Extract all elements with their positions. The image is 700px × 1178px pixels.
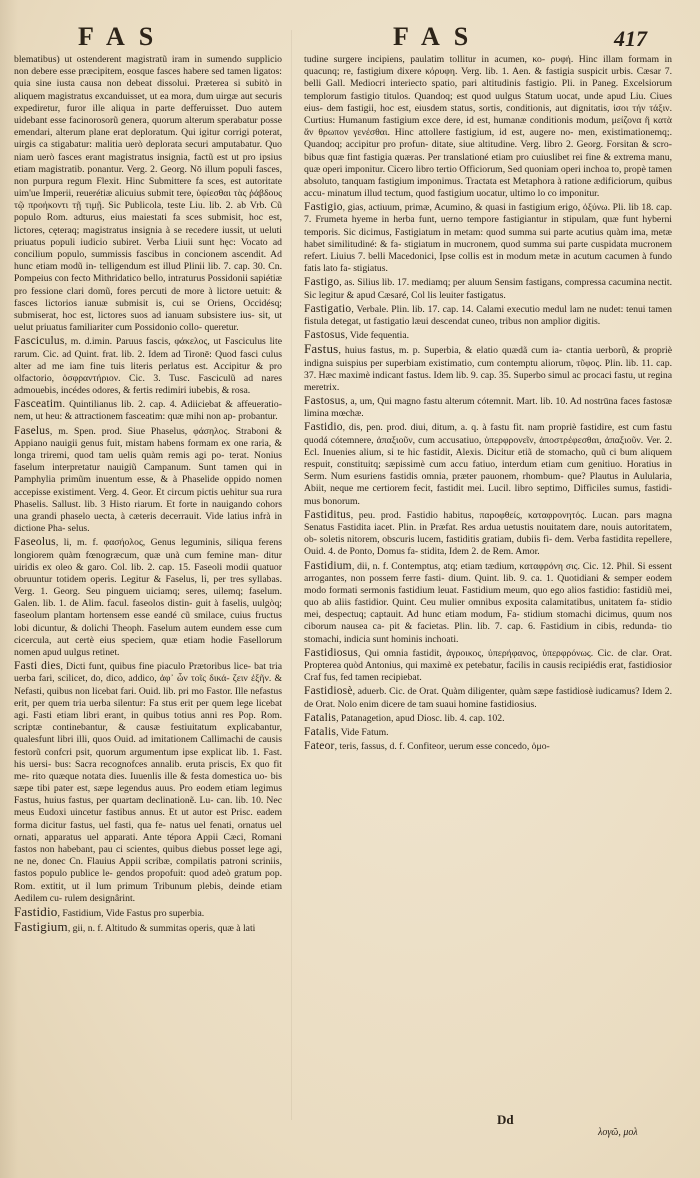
dictionary-entry (304, 276, 672, 301)
entry-headword: Fatalis (304, 725, 337, 738)
dictionary-entry (304, 303, 672, 328)
entry-headword: Fateor (304, 740, 335, 753)
dictionary-entry (304, 740, 672, 753)
entry-text: , Qui omnia fastidit, ἀγροικος, ὑπερήφανος, ὑπερφρόνως. Cic. de clar. Orat. Propterea quòd Antonius, qui maximè ex petebatur, facilis in causis recipiédis erat, fastidiosior Craf fus, fed tamen recipiebat. (304, 647, 672, 684)
entry-headword: Fasciculus (14, 335, 65, 348)
entry-text: . Quintilianus lib. 2. cap. 4. Adiiciebat & affeueratio- nem, ut heu: & attractionem fasceatim: quæ mihi non ap- probantur. (14, 399, 282, 423)
entry-text: , Vide fequentia. (345, 330, 410, 342)
entry-text: , gii, n. f. Altitudo & summitas operis, quæ à lati (67, 923, 256, 935)
left-column (14, 52, 282, 1112)
entry-headword: Fastidium (304, 559, 352, 572)
entry-headword: Fastigo (304, 276, 340, 289)
dictionary-entry (14, 903, 282, 920)
entry-text: , teris, fassus, d. f. Confiteor, uerum esse concedo, ὁμο- (334, 741, 550, 753)
entry-text: , Fastidium, Vide Fastus pro superbia. (57, 907, 205, 919)
entry-headword: Faseolus (14, 536, 56, 549)
dictionary-entry (304, 343, 672, 394)
dictionary-entry (14, 536, 282, 659)
entry-text: , li, m. f. φασήολος, Genus leguminis, siliqua ferens longiorem quàm fœnogræcum, quæ unà cum femine man- ditur uiridis ex oleo & garo. Col. lib. 2. cap. 15. Faseoli modii quatuor obruuntur totidem operis. Legitur & Faselus, li, per tres syllabas. Verg. 1. Georg. Seu pinguem uiciamq; seres, uilemq; faselum. Galen. lib. 1. de Alim. facul. faseolos distin- guit à faselis, uulgòq; faseolum plantam hortensem esse eandé cũ smilace, cuius fructus lobi dicuntur, & dolichi Theoph. Faselum autem eundem esse cum cicercula, aut certè eius speciem, quæ etiam hodie Fasellorum nomen apud uulgus retinet. (14, 537, 282, 658)
dictionary-entry (14, 53, 282, 334)
dictionary-entry (304, 201, 672, 275)
catchword: λογῶ, μολ (598, 1127, 638, 1138)
entry-headword: Fastidiosè (304, 685, 353, 698)
entry-text: tudine surgere incipiens, paulatim tollitur in acumen, κο- ρυφή. Hinc illam formam in quacunq; re, fastigium dixere κόρυφη. Verg. lib. 1. Aen. & fastigia suspicit urbis. Cæsar 7. belli Gall. Mediocri interiecto spatio, pari altitudinis fastigio. Pli. in Paneg. Excelsiorum templorum fastigio titulos. Quandoq; est quod uulgus Statum uocat, unde apud Liu. Ciues eius- dem fastigii, hoc est, eiusdem status, sortis, conditionis, aut dignitatis, ἰσοι τήν τάξιν. Curtius: Humanum fastigium exce dere, id est, humanæ conditionis modum, μείζονα ἢ κατὰ ἄν θρωπον γενέσθαι. Hinc attollere fastigium, id est, augere no- men, existimationemq;. Quandoq; accipitur pro profun- ditate, siue altitudine. Verg. libro 2. Georg. Forsitan & scro- bibus quæ fint fastigia quæras. Per translationé etiam pro cuiuslibet rei fine & extrema manu, quæ operi imponitur. Cicero libro tertio Officiorum, Sed quoniam operi inchoa to, propè tamen absoluto, tanquam fastigium imponimus. Tractata est Metaphora à ratione ædificiorum, quibus accu- minatum illud tectum, quod fastigium uocatur, ultimo lo co imponitur. (304, 54, 672, 200)
entry-headword: Fastigium (14, 919, 68, 935)
entry-text: , gias, actiuum, primæ, Acumino, & quasi in fastigium erigo, ὀξύνω. Pli. lib 18. cap. 7. Frumeta hyeme in herba funt, uerno tempore fastigiantur in stipulam, quæ funt hyberni temporis. Sic dicimus, Fastigiatum in metam: quod summa sui parte acutius quàm ima, metæ habet similitudiné: & fa- stigiatum in mucronem, quod summa sui parte cuspidata mucronem refert. Liuius 7. belli Macedonici, Ipse collis est in modum metæ in acutum cacumen à fundo fatis lato fa- stigiatus. (304, 202, 672, 275)
running-head-right: FAS (393, 22, 483, 51)
entry-text: , m. Spen. prod. Siue Phaselus, φάσηλος. Straboni & Appiano nauigii genus fuit, mistam habens formam ex one raria, & longa triremi, quod tam uelis quàm remis agi po- terat. Nonius faselum interpretatur nauigiũ Campanum. Sunt tamen qui in Pamphylia primũm inuentum esse, & à Phaselide oppido nomen accepisse existiment. Verg. 4. Geor. Et circum pictis uehitur sua rura Phaselis. Sallust. lib. 3 Histo riarum. Et forte in nauigando cohors una grandi phaselo uecta, à cæteris decerrauit. Vide latius infrà in dictione Pha- selus. (14, 425, 282, 535)
entry-text: , huius fastus, m. p. Superbia, & elatio quædã cum ia- ctantia uerborũ, & propriè indigna suispius per superbiam existimatio, cum contemptu aliorum, τῦφος. Plin. lib. 11. cap. 37. Hæc maximè indicant fastus. Idem lib. 9. cap. 35. Superbo simul ac procaci fastu, ut regina meretrix. (304, 345, 672, 393)
entry-text: , m. d.imin. Paruus fascis, φάκελος, ut Fasciculus lite rarum. Cic. ad Quint. frat. lib. 2. Idem ad Tironē: Quod fasci culus alter ad me iam fine tuis literis perlatus est. Accipitur & pro olfactorio, ὀσφραντήριον. Cic. 3. Tusc. Fasciculũ ad nares admouebis, incédes odores, & fertis redimiri iubebis, & rosa. (14, 336, 282, 397)
dictionary-entry (304, 726, 672, 739)
dictionary-entry (304, 685, 672, 710)
entry-text: , dis, pen. prod. diui, ditum, a. q. à fastu fit. nam propriè fastidire, est cum fastu quodá cótemnere, ἀπαξιοῦν, cum accusatiuo, ὑπερφρονεῖν, ἀποστρέφεσθαι, ἀπαξιοῦν. Ver. 2. Ecl. Inuenies alium, si te hic fastidit, Alexis. Dicitur etiã de stomacho, quũ ci bum aliquem respuit, constituitq; sæpissimè cum accu fatiuo, interdum etiam cum genitiuo. Horatius in Serm. Num esuriens fastidis omnia, præter pauonem, rhombum- que? Plautus in Aulularia, Abiit, neque me certiorem fecit, fastidit mei. Lucil. libro septimo, Difficiles sumus, fastidi- mus bonorum. (304, 422, 672, 507)
entry-text: , Verbale. Plin. lib. 17. cap. 14. Calami executio medul lam ne nudet: tenui tamen fistula detegat, ut fastigatio læui descendat cuneo, tribus non amplior digitis. (304, 303, 672, 327)
gutter-divider (291, 30, 292, 1120)
entry-headword: Fastidio (14, 903, 58, 919)
dictionary-entry (14, 660, 282, 905)
running-head-left: FAS (78, 22, 168, 51)
entry-headword: Fastosus (304, 395, 346, 408)
dictionary-entry (304, 53, 672, 200)
entry-text: , a, um, Qui magno fastu alterum cótemnit. Mart. lib. 10. Ad nostrūna faces fastosæ limina mœchæ. (304, 396, 672, 420)
entry-headword: Fastidio (304, 421, 343, 434)
dictionary-entry (304, 647, 672, 685)
entry-text: , aduerb. Cic. de Orat. Quàm diligenter, quàm sæpe fastidiosè iudicamus? Idem 2. de Orat. Nolo enim dicere de tam suaui homine fastidiosius. (304, 686, 672, 710)
entry-headword: Fastiditus (304, 508, 351, 521)
entry-headword: Fasceatim (14, 398, 63, 411)
entry-text: , dii, n. f. Contemptus, atq; etiam tædium, καταφρόνη σις. Cic. 12. Phil. Si essent arrogantes, non possem ferre fasti- dium. Quint. lib. 9. ca. 1. Quotidiani & semper eodem modo formati sermonis fastidium leuat. Fastidium meum, quo ego alios fastidio: fastidiũ mei, quo ab aliis fastidior. Quint. Ceu mulier omnibus exposita calamitatibus, unitatem fa- stidio mei, despectuq; captauit. Ad hunc etiam modum, Fa- stidium stomachi dicimus, quum nos ciborum nausea ca- pit & facietas. Plin. lib. 7. cap. 6. Fastidium in cibis, redunda- tio stomachi, indicia sunt hominis inchoati. (304, 560, 672, 645)
entry-text: , Vide Fatum. (336, 726, 389, 738)
dictionary-entry (14, 425, 282, 536)
entry-text: , Dicti funt, quibus fine piaculo Prætoribus lice- bat tria uerba fari, scilicet, do, dico, addico, ἀφ᾽ ὧν τοῖς δικά- ζειν ἐξῆν. & Nefasti, quibus non licebat fari. Ouid. lib. pri mo Fastor. Ille nefastus erit, per quem tria uerba silentur: Fa stus erit per quem lege licebat agi. Fasti etiam libri erant, in quibus totius anni res Pop. Rom. scriptæ continebantur, & causæ festiuitatum explicabantur, qualesfunt libri illi, quos Ouid. ad imitationem Callimachi de causis festorũ confcri psit, quorum argumentum ipse explicat lib. 1. Fast. his uersi- bus: Sacra recognofces annalib. eruta priscis, Ex quo fit me- rito quæque notata dies. Iuuenlis ille & festa domestica uo- bis sæpe tibi pater est, sæpe legendus auus. Pro eodem etiam legimus Fastus, huius fastus, per quartam declinationẽ. Lu- can. lib. 10. Nec meus Eudoxi uincetur fastibus annus. Et ut autor est Prisc. eadem forma dicitur fastus, uel fasti, qua fe- natus uel fenati, ornatus uel ornati, apparatus uel apparati. Ante tépora Appii Cæci, Romani fastos non habebant, pau ci scientes, quibus diebus posset lege agi, ne ne, donec Cn. Flauius Appii scribæ, compilatis patroni scriniis, fastos populo publice le- gendos propofuit: quod adeò gratum pop. Rom. extitit, ut il lum primum Tribunum plebis, deinde etiam Aedilem cu- rulem designârint. (14, 661, 282, 904)
entry-text: , Patanagetion, apud Diosc. lib. 4. cap. 102. (336, 712, 505, 724)
signature-mark: Dd (497, 1112, 514, 1127)
dictionary-entry (14, 398, 282, 423)
entry-headword: Faselus (14, 424, 50, 437)
dictionary-entry (304, 712, 672, 725)
page-number: 417 (614, 26, 647, 51)
entry-headword: Fastigatio (304, 302, 352, 315)
entry-headword: Fastigio (304, 201, 343, 214)
entry-headword: Fastosus (304, 329, 346, 342)
dictionary-entry (304, 395, 672, 420)
entry-text: , peu. prod. Fastidio habitus, παροφθείς, καταφρονητός. Lucan. pars magna Senatus Fastidita iacet. Plin. in Præfat. Res ardua uetustis nouitatem dare, nouis autoritatem, ob- soletis nitorem, obscuris lucem, fastiditis gratiam, dubiis fi- dem. Verba fastidita repellere, Ouid. 4. de Ponto, Domus fa- stidita, Idem 2. de Rem. Amor. (304, 509, 672, 558)
dictionary-entry (14, 335, 282, 397)
entry-headword: Fastidiosus (304, 646, 358, 659)
entry-text: blematibus) ut ostenderent magistratũ iram in sumendo supplicio non debere esse præcipitem, eosque fasces habere sed tamen ligatos: quia sine iusta causa non debeat dissolui. Præterea si subitò in aliquem magistratus excanduisset, ut ea mora, dum uirgæ aut securis expediretur, furor ille aliqua in parte defferuisset. Duo autem uidebant esse facinorosorũ genera, quorum alterum sperabatur posse emendari, alterum plane erat deploratum. Qui igitur corrigi poterat, uirgis ca stigabatur: malitia uerò deplorata securi amputabatur. Quo niam uerò fasces erant magistratus insignia, factũ est ut pro ipsius etiam magistratib. ponantur. Verg. 2. Georg. Nō illum populi fasces, non purpura regum Flexit. Hinc Submittere fa sces, est autoritate uim'ue Imperii, reuerétiæ alicuius submit tere, ὑφίεσθαι τὰς ῥάβδους τῷ προήκοντι τῇ τιμῇ. Sic Publicola, teste Liu. lib. 2. ab Vrb. Cũ populo Rom. adturus, eius maiestati fa sces submisit, hoc est, lictores, cęteraq; magistratus insignia à se recedere iussit, ut ueluti priuatus populi iudicio subiret. Verba Liuii sunt hęc: Vocato ad concilium populo, summissis fascibus in concionem ascendit. Ad hunc etiam modũ in- telligendum est illud Plinii lib. 7. cap. 30. Cn. Pompeius con fecto Mithridatico bello, intraturus Possidonii sapiétiæ pro fessione clari domũ, fores percuti de more à lictore uetuit: & fasces lictorios ianuæ submisit is, cui se Oriens, Occidésq; submiserat, hoc est, lictores suos ad ianuam subsistere ius- sit, ut uelut priuatus familiariter cum Possidonio collo- queretur. (14, 54, 282, 334)
dictionary-entry (14, 921, 282, 935)
dictionary-entry (304, 509, 672, 559)
entry-headword: Fatalis (304, 711, 337, 724)
entry-headword: Fastus (304, 341, 339, 357)
dictionary-entry (304, 560, 672, 646)
dictionary-entry (304, 421, 672, 507)
right-column (304, 52, 672, 1102)
dictionary-entry (304, 329, 672, 342)
entry-headword: Fasti dies (14, 660, 61, 673)
entry-text: , as. Silius lib. 17. mediamq; per aluum Sensim fastigans, compressa cacumina nectit. Sic legitur & apud Cæsaré, Col lis leuiter fastigatus. (304, 277, 672, 301)
